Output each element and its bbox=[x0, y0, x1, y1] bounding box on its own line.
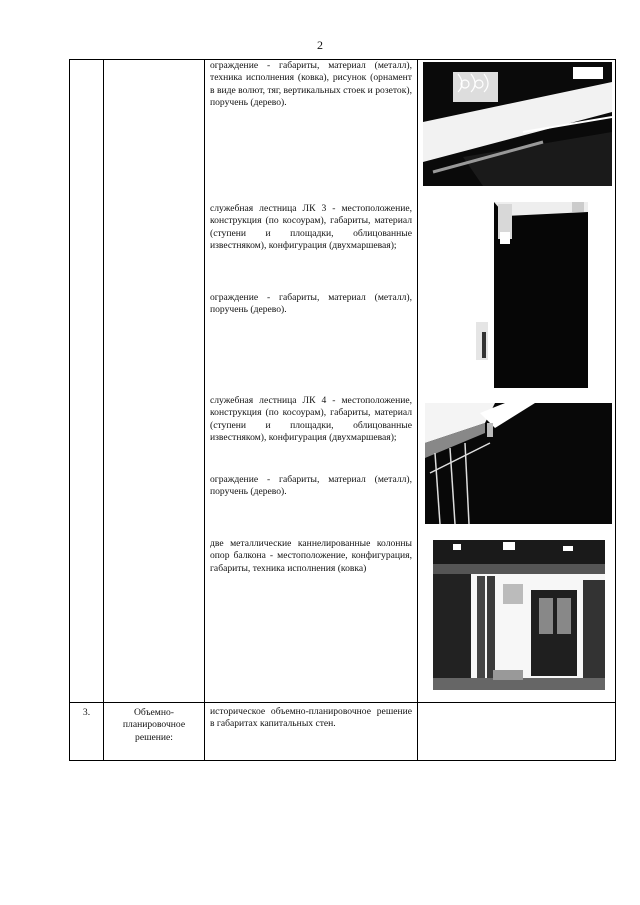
col-border-2 bbox=[103, 59, 104, 761]
table-bottom-border bbox=[69, 760, 616, 761]
col-border-5 bbox=[615, 59, 616, 761]
item-staircase-lk4: служебная лестница ЛК 4 - местоположение, конструкция (по косоурам), габариты, материал (ступени и площадки, облицованные известняком), конфигурация (двухмаршевая); bbox=[210, 395, 412, 444]
item-railing-main: ограждение - габариты, материал (металл), техника исполнения (ковка), рисунок (орнамент в виде волют, тяг, вертикальных стоек и розеток), поручень (дерево). bbox=[210, 60, 412, 109]
item-staircase-lk3: служебная лестница ЛК 3 - местоположение, конструкция (по косоурам), габариты, материал (ступени и площадки, облицованные известняком), конфигурация (двухмаршевая); bbox=[210, 203, 412, 252]
photo-staircase-lk4 bbox=[425, 403, 612, 524]
page-number: 2 bbox=[317, 38, 323, 52]
row-divider bbox=[69, 702, 616, 703]
row3-number: 3. bbox=[82, 707, 91, 718]
col-border-1 bbox=[69, 59, 70, 761]
row3-name: Объемно-планировочное решение: bbox=[122, 707, 186, 743]
col-border-3 bbox=[204, 59, 205, 761]
item-balcony-columns: две металлические каннелированные колонны опор балкона - местоположение, конфигурация, габариты, техника исполнения (ковка) bbox=[210, 538, 412, 574]
item-railing-lk4: ограждение - габариты, материал (металл), поручень (дерево). bbox=[210, 474, 412, 498]
photo-staircase-lk3 bbox=[446, 202, 588, 388]
col-border-4 bbox=[417, 59, 418, 761]
row3-description: историческое объемно-планировочное решение в габаритах капитальных стен. bbox=[210, 706, 412, 730]
photo-balcony-columns bbox=[433, 540, 605, 690]
item-railing-lk3: ограждение - габариты, материал (металл), поручень (дерево). bbox=[210, 292, 412, 316]
photo-railing bbox=[423, 62, 612, 186]
